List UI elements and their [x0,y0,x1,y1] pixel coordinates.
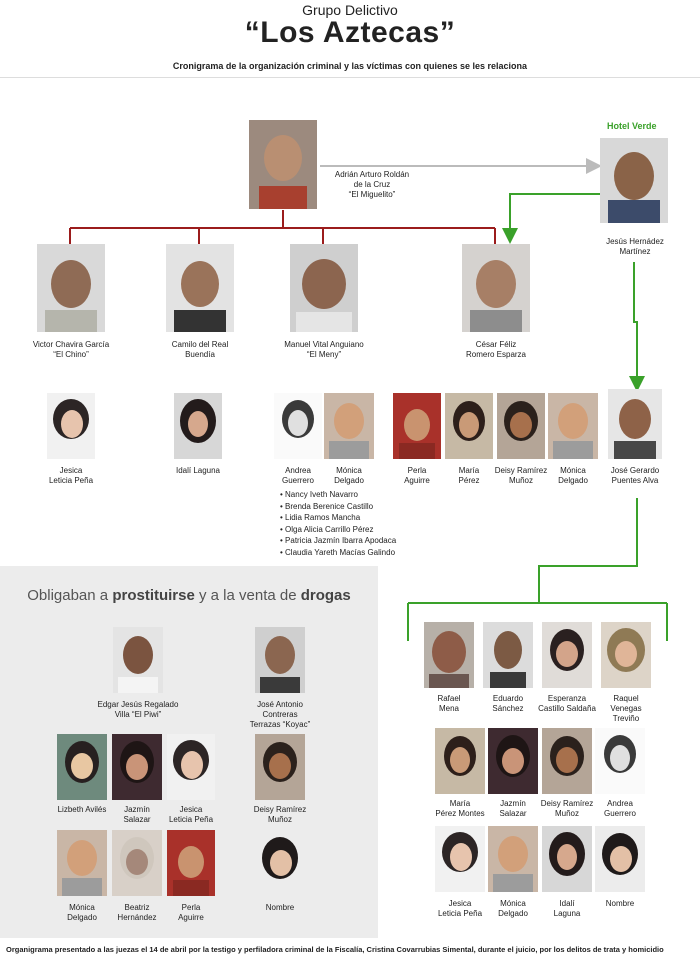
list-item: • Patricia Jazmín Ibarra Apodaca [280,535,396,547]
grid-label: Rafael Mena [437,694,461,713]
victim-photo [548,393,598,459]
red-connector [70,210,495,244]
grid-label: Esperanza Castillo Saldaña [538,694,596,713]
grid-photo [488,826,538,892]
grid-label: Jazmín Salazar [499,799,527,818]
forced-victim-photo [255,830,305,896]
grid-photo [488,728,538,794]
forced-victim-photo [57,830,107,896]
member-label: Victor Chavira García “El Chino” [32,340,110,359]
victim-photo [274,393,322,459]
grid-label: Idalí Laguna [553,899,581,918]
member-photo [37,244,105,332]
grid-photo [435,728,485,794]
forced-person-label: Edgar Jesús Regalado Villa “El Piwi” [97,700,179,719]
forced-person-label: José Antonio Contreras Terrazas “Koyac” [249,700,311,729]
grid-photo [483,622,533,688]
victim-label: Idalí Laguna [175,466,221,475]
leader-photo [249,120,317,209]
header-divider [0,77,700,78]
hotel-person-label: Jesús Hernádez Martínez [606,237,664,256]
victim-label: Mónica Delgado [334,466,364,485]
victim-label: Mónica Delgado [558,466,588,485]
grid-photo [595,728,645,794]
victim-photo [445,393,493,459]
victim-photo [608,389,662,459]
victim-label: José Gerardo Puentes Alva [610,466,660,485]
list-item: • Lidia Ramos Mancha [280,512,396,524]
hotel-person-photo [600,138,668,223]
victim-photo [324,393,374,459]
forced-victim-label: Deisy Ramírez Muñoz [253,805,307,824]
grid-photo [542,728,592,794]
victim-label: María Pérez [458,466,480,485]
member-label: César Féliz Romero Esparza [465,340,527,359]
grid-photo [435,826,485,892]
forced-victim-label: Jesica Leticia Peña [168,805,214,824]
victim-photo [174,393,222,459]
forced-victim-label: Lizbeth Avilés [57,805,107,814]
member-photo [290,244,358,332]
member-label: Manuel Vital Anguiano “El Meny” [284,340,364,359]
victim-photo [393,393,441,459]
grid-label: Raquel Venegas Treviño [610,694,642,723]
hotel-label: Hotel Verde [607,121,657,131]
forced-victim-label: Nombre [265,903,295,912]
victim-label: Deisy Ramírez Muñoz [494,466,548,485]
grid-photo [601,622,651,688]
victim-photo [497,393,545,459]
forced-victim-label: Jazmín Salazar [123,805,151,824]
grid-label: María Pérez Montes [435,799,485,818]
grid-photo [424,622,474,688]
forced-person-photo [113,627,163,693]
forced-victim-label: Beatriz Hernández [117,903,157,922]
member-label: Camilo del Real Buendía [171,340,229,359]
forced-victim-photo [167,830,215,896]
subtitle: Cronigrama de la organización criminal y las víctimas con quienes se les relaciona [172,61,528,71]
forced-heading: Obligaban a prostituirse y a la venta de drogas [27,587,351,604]
victim-label: Perla Aguirre [404,466,430,485]
forced-victim-photo [57,734,107,800]
list-item: • Olga Alicia Carrillo Pérez [280,524,396,536]
victim-photo [47,393,95,459]
grid-label: Nombre [605,899,635,908]
forced-victim-photo [255,734,305,800]
forced-victim-photo [167,734,215,800]
member-photo [462,244,530,332]
group-label: Grupo Delictivo [302,2,398,18]
forced-victim-label: Perla Aguirre [178,903,204,922]
leader-label: Adrián Arturo Roldán de la Cruz “El Miguelito” [334,170,410,199]
forced-victim-photo [112,734,162,800]
grid-photo [542,826,592,892]
grid-label: Mónica Delgado [498,899,528,918]
member-photo [166,244,234,332]
grid-photo [542,622,592,688]
list-item: • Nancy Iveth Navarro [280,489,396,501]
forced-victim-photo [112,830,162,896]
group-name: “Los Aztecas” [244,16,456,49]
forced-victim-label: Mónica Delgado [67,903,97,922]
grid-photo [595,826,645,892]
forced-person-photo [255,627,305,693]
victim-label: Jesica Leticia Peña [48,466,94,485]
list-item: • Brenda Berenice Castillo [280,501,396,513]
grid-label: Eduardo Sánchez [492,694,524,713]
victim-label: Andrea Guerrero [281,466,314,485]
footer-note: Organigrama presentado a las juezas el 14 de abril por la testigo y perfiladora criminal de la Fiscalía, Cristina Covarrubias Simental, durante el juicio, por los delitos de trata y homicidio [6,945,664,954]
grid-label: Jesica Leticia Peña [437,899,483,918]
grid-label: Deisy Ramírez Muñoz [540,799,594,818]
list-item: • Claudia Yareth Macías Galindo [280,547,396,559]
victims-list [280,489,396,558]
grid-label: Andrea Guerrero [603,799,636,818]
